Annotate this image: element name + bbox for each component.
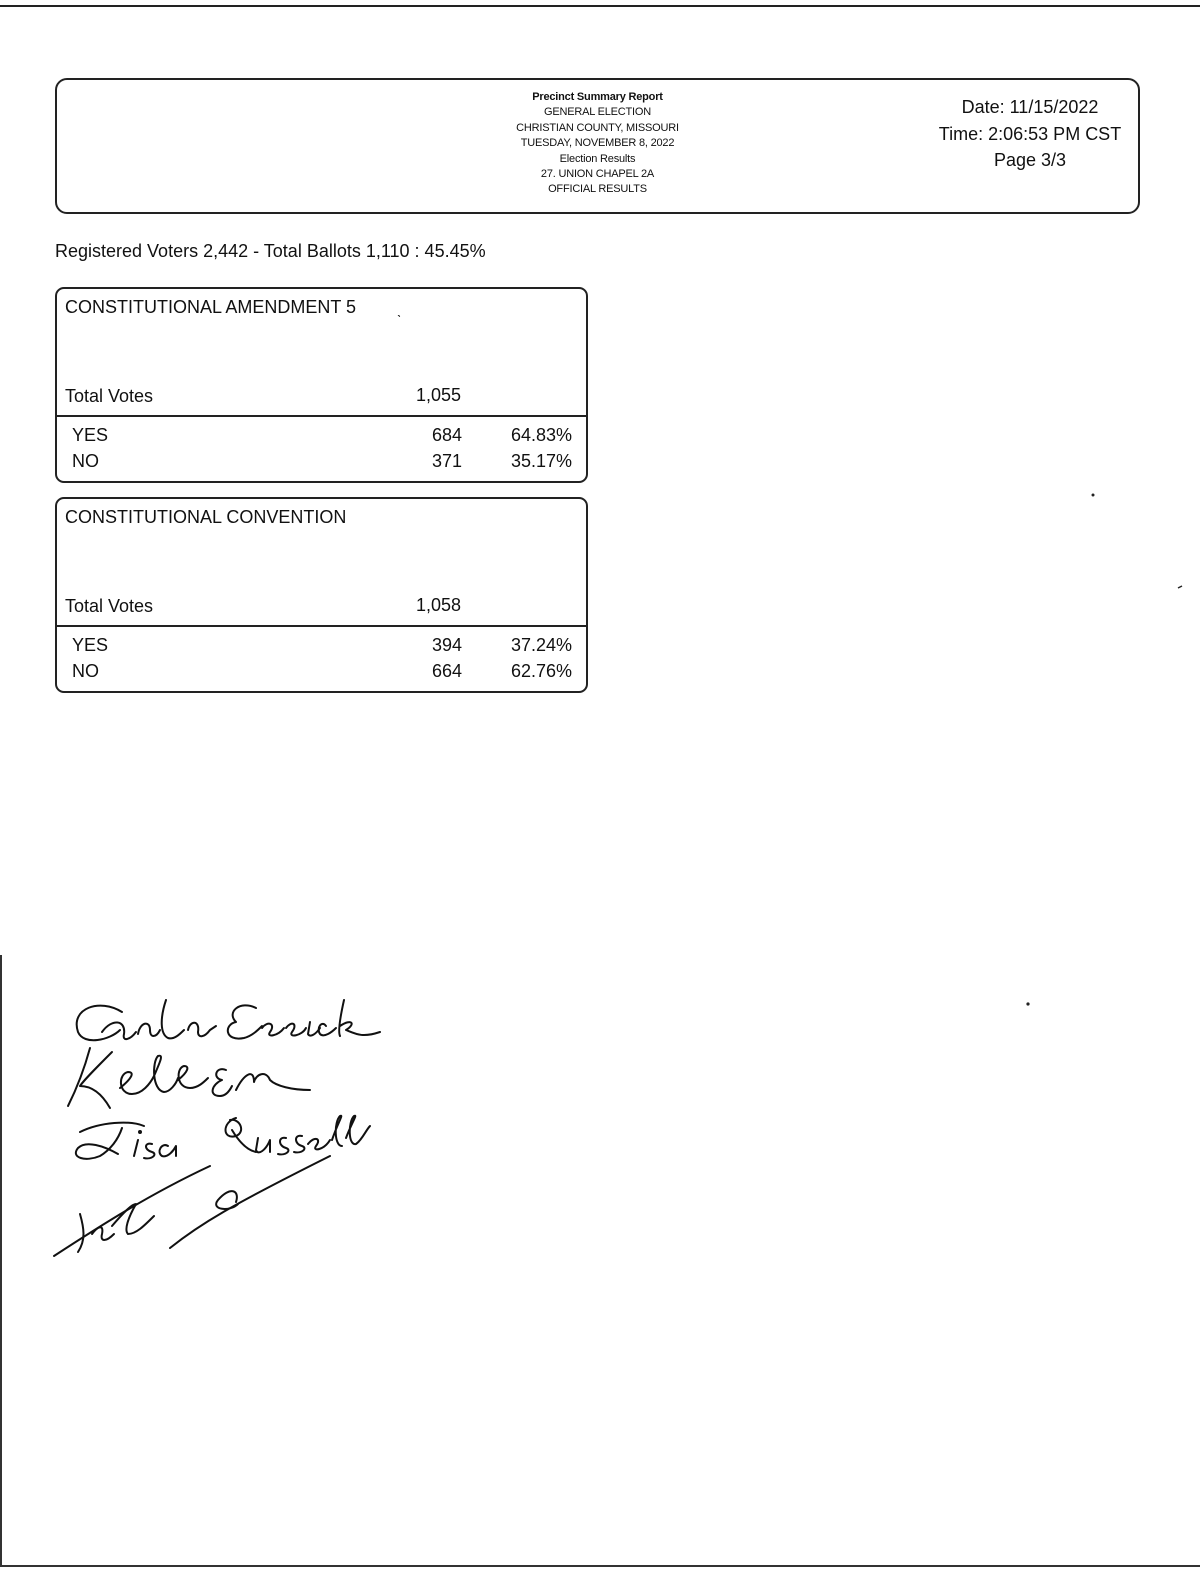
choice-votes: 664 [431, 661, 462, 681]
report-date: Date: 11/15/2022 [961, 97, 1099, 117]
choice-percent: 37.24% [510, 635, 572, 655]
signature-3 [76, 1116, 370, 1159]
choice-percent: 64.83% [510, 425, 572, 445]
signature-1 [77, 1000, 380, 1040]
total-votes-label: Total Votes [65, 596, 154, 616]
choice-name: NO [72, 451, 99, 471]
choice-name: NO [72, 661, 99, 681]
county-name: CHRISTIAN COUNTY, MISSOURI [516, 121, 679, 134]
election-date: TUESDAY, NOVEMBER 8, 2022 [520, 137, 675, 150]
report-time: Time: 2:06:53 PM CST [938, 123, 1122, 144]
results-status: OFFICIAL RESULTS [548, 183, 647, 196]
choice-name: YES [72, 425, 109, 445]
speck [1178, 586, 1182, 588]
registration-summary: Registered Voters 2,442 - Total Ballots 1,110 : 45.45% [55, 241, 486, 261]
total-votes-value: 1,058 [415, 595, 461, 615]
signature-4 [54, 1156, 330, 1256]
choice-votes: 394 [431, 635, 462, 655]
precinct-name: 27. UNION CHAPEL 2A [540, 168, 655, 181]
signature-2 [68, 1048, 310, 1108]
contest-title: CONSTITUTIONAL AMENDMENT 5 [65, 297, 357, 317]
speck [1026, 1002, 1029, 1005]
signatures [40, 990, 400, 1270]
contest-title: CONSTITUTIONAL CONVENTION [65, 507, 347, 527]
page-number: Page 3/3 [993, 150, 1067, 170]
election-name: GENERAL ELECTION [543, 106, 652, 119]
choice-votes: 371 [431, 451, 462, 471]
results-label: Election Results [559, 152, 636, 165]
choice-votes: 684 [431, 425, 462, 445]
speck [1092, 494, 1095, 497]
total-votes-value: 1,055 [415, 385, 461, 405]
report-title: Precinct Summary Report [532, 91, 663, 103]
choice-name: YES [72, 635, 109, 655]
scan-mark: ˎ [397, 301, 402, 317]
choice-percent: 35.17% [510, 451, 572, 471]
choice-percent: 62.76% [510, 661, 572, 681]
total-votes-label: Total Votes [65, 386, 154, 406]
